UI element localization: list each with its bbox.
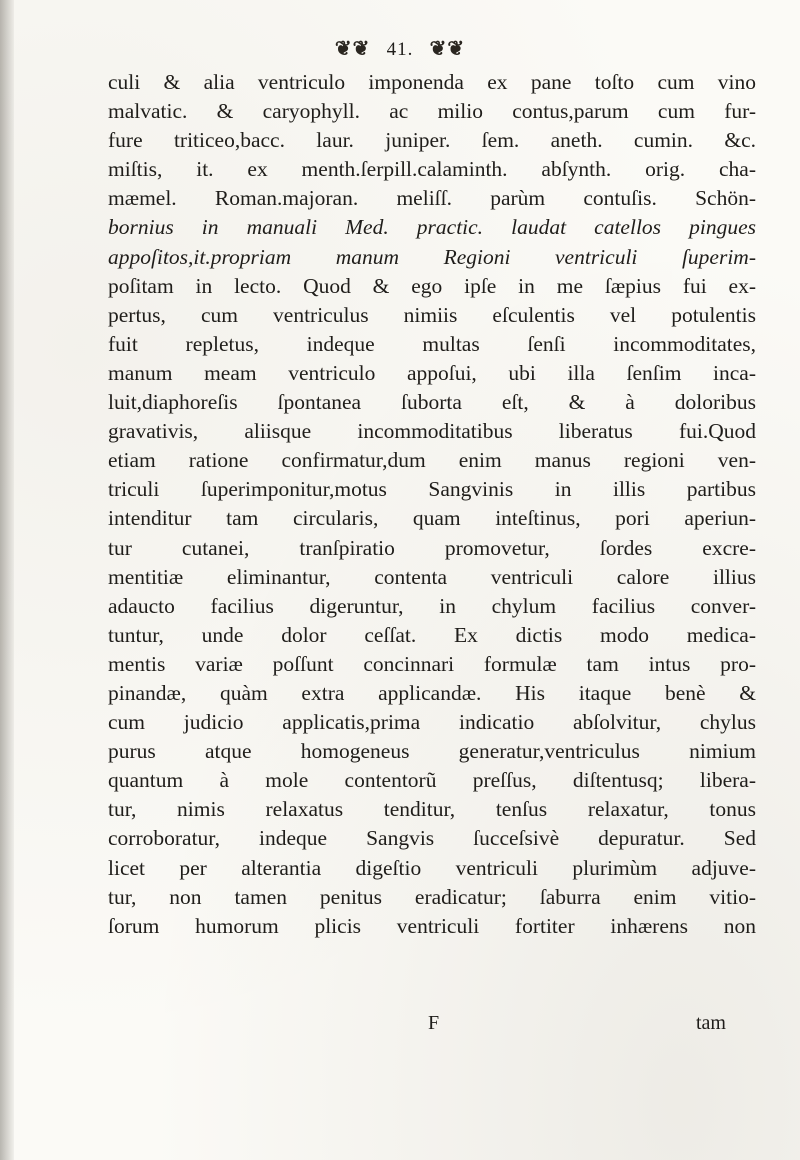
text-line: culi & alia ventriculo imponenda ex pane toſto cum vino	[108, 70, 756, 94]
text-line: triculi ſuperimponitur,motus Sangvinis in illis partibus	[108, 477, 756, 502]
text-line: manum meam ventriculo appoſui, ubi illa ſenſim inca-	[108, 360, 756, 385]
text-line: etiam ratione confirmatur,dum enim manus regioni ven-	[108, 448, 756, 473]
text-line: mentitiæ eliminantur, contenta ventriculi calore illius	[108, 564, 756, 589]
left-ornament: ❦❦	[334, 38, 371, 60]
signature-mark: F	[428, 1012, 440, 1034]
text-line: adaucto facilius digeruntur, in chylum facilius conver-	[108, 593, 756, 618]
right-ornament: ❦❦	[429, 38, 466, 60]
text-line: quantum à mole contentorũ preſſus, diſtentusq; libera-	[108, 768, 756, 793]
text-line: gravativis, aliisque incommoditatibus liberatus fui.Quod	[108, 419, 756, 444]
text-line: tur, non tamen penitus eradicatur; ſaburra enim vitio-	[108, 884, 756, 909]
page-header	[0, 36, 800, 61]
text-line: licet per alterantia digeſtio ventriculi plurimùm adjuve-	[108, 855, 756, 880]
text-line: intenditur tam circularis, quam inteſtinus, pori aperiun-	[108, 506, 756, 531]
text-line: tur cutanei, tranſpiratio promovetur, ſordes excre-	[108, 535, 756, 560]
text-line: fure triticeo,bacc. laur. juniper. ſem. aneth. cumin. &c.	[108, 128, 756, 153]
text-line: fuit repletus, indeque multas ſenſi incommoditates,	[108, 331, 756, 356]
page-number: 41.	[386, 39, 414, 60]
text-line: pertus, cum ventriculus nimiis eſculentis vel potulentis	[108, 302, 756, 327]
binding-shadow	[0, 0, 14, 1160]
text-line: corroboratur, indeque Sangvis ſucceſsivè depuratur. Sed	[108, 826, 756, 851]
text-line: appoſitos,it.propriam manum Regioni ventriculi ſuperim-	[108, 244, 756, 269]
text-line: tuntur, unde dolor ceſſat. Ex dictis modo medica-	[108, 622, 756, 647]
text-line: miſtis, it. ex menth.ſerpill.calaminth. abſynth. orig. cha-	[108, 157, 756, 182]
text-line: purus atque homogeneus generatur,ventriculus nimium	[108, 739, 756, 764]
text-line: mæmel. Roman.majoran. meliſſ. parùm contuſis. Schön-	[108, 186, 756, 211]
text-line: poſitam in lecto. Quod & ego ipſe in me ſæpius fui ex-	[108, 273, 756, 298]
text-line: ſorum humorum plicis ventriculi fortiter inhærens non	[108, 913, 756, 938]
text-line: bornius in manuali Med. practic. laudat catellos pingues	[108, 215, 756, 240]
text-line: malvatic. & caryophyll. ac milio contus,parum cum fur-	[108, 99, 756, 124]
text-line: mentis variæ poſſunt concinnari formulæ tam intus pro-	[108, 651, 756, 676]
text-line: pinandæ, quàm extra applicandæ. His itaque benè &	[108, 680, 756, 705]
body-text	[108, 68, 756, 941]
page-footer	[108, 1012, 756, 1038]
text-line: tur, nimis relaxatus tenditur, tenſus relaxatur, tonus	[108, 797, 756, 822]
catchword: tam	[696, 1012, 726, 1034]
text-line: luit,diaphoreſis ſpontanea ſuborta eſt, & à doloribus	[108, 390, 756, 415]
text-line: cum judicio applicatis,prima indicatio abſolvitur, chylus	[108, 710, 756, 735]
